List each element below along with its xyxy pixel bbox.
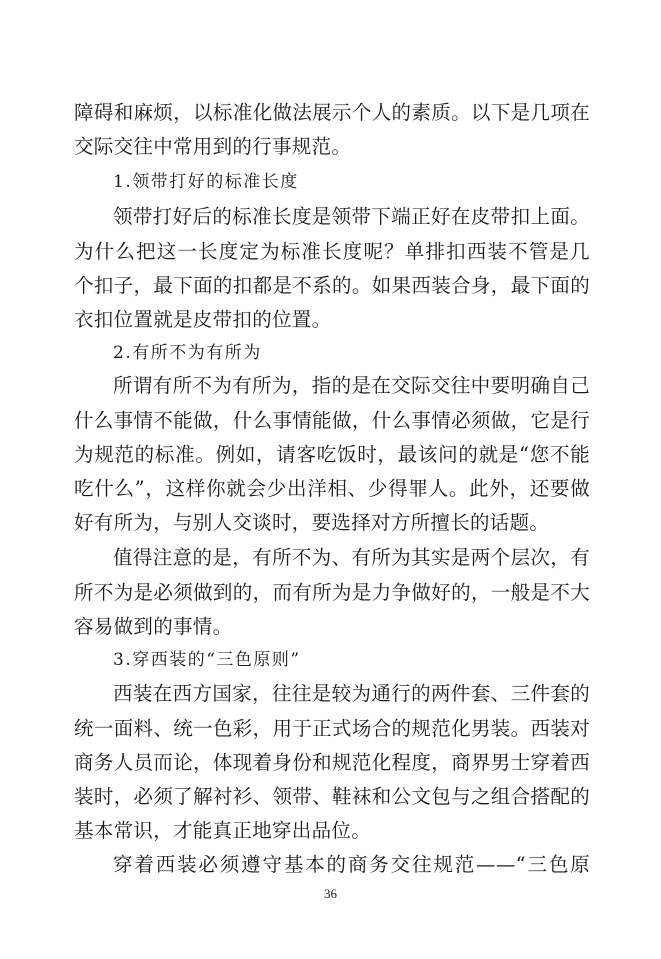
body-text-line: 穿着西装必须遵守基本的商务交往规范——“三色原 (113, 853, 590, 876)
section-heading-2: 2.有所不为有所为 (113, 343, 262, 363)
body-text-line: 值得注意的是，有所不为、有所为其实是两个层次，有 (113, 546, 590, 569)
body-text-line: 为规范的标准。例如，请客吃饭时，最该问的就是“您不能 (74, 443, 590, 466)
body-text-line: 什么事情不能做，什么事情能做，什么事情必须做，它是行 (74, 409, 590, 432)
body-text-line: 所谓有所不为有所为，指的是在交际交往中要明确自己 (113, 374, 590, 397)
body-text-line: 西装在西方国家，往往是较为通行的两件套、三件套的 (113, 682, 590, 705)
body-text-line: 统一面料、统一色彩，用于正式场合的规范化男装。西装对 (74, 717, 590, 740)
body-text-line: 交际交往中常用到的行事规范。 (74, 135, 352, 158)
body-text-line: 障碍和麻烦，以标准化做法展示个人的素质。以下是几项在 (74, 101, 590, 124)
section-heading-1: 1.领带打好的标准长度 (113, 172, 299, 192)
body-text-line: 好有所为，与别人交谈时，要选择对方所擅长的话题。 (74, 511, 550, 534)
body-text-line: 基本常识，才能真正地穿出品位。 (74, 819, 372, 842)
body-text-line: 领带打好后的标准长度是领带下端正好在皮带扣上面。 (113, 205, 590, 228)
body-text-line: 装时，必须了解衬衫、领带、鞋袜和公文包与之组合搭配的 (74, 785, 590, 808)
body-text-line: 个扣子，最下面的扣都是不系的。如果西装合身，最下面的 (74, 274, 590, 297)
page-number: 36 (324, 886, 337, 901)
body-text-line: 衣扣位置就是皮带扣的位置。 (74, 308, 332, 331)
body-text-line: 为什么把这一长度定为标准长度呢？单排扣西装不管是几 (74, 240, 590, 263)
body-text-line: 容易做到的事情。 (74, 615, 233, 638)
section-heading-3: 3.穿西装的“三色原则” (113, 650, 301, 670)
body-text-line: 吃什么”，这样你就会少出洋相、少得罪人。此外，还要做 (74, 477, 590, 500)
body-text-line: 商务人员而论，体现着身份和规范化程度，商界男士穿着西 (74, 751, 590, 774)
body-text-line: 所不为是必须做到的，而有所为是力争做好的，一般是不大 (74, 581, 590, 604)
